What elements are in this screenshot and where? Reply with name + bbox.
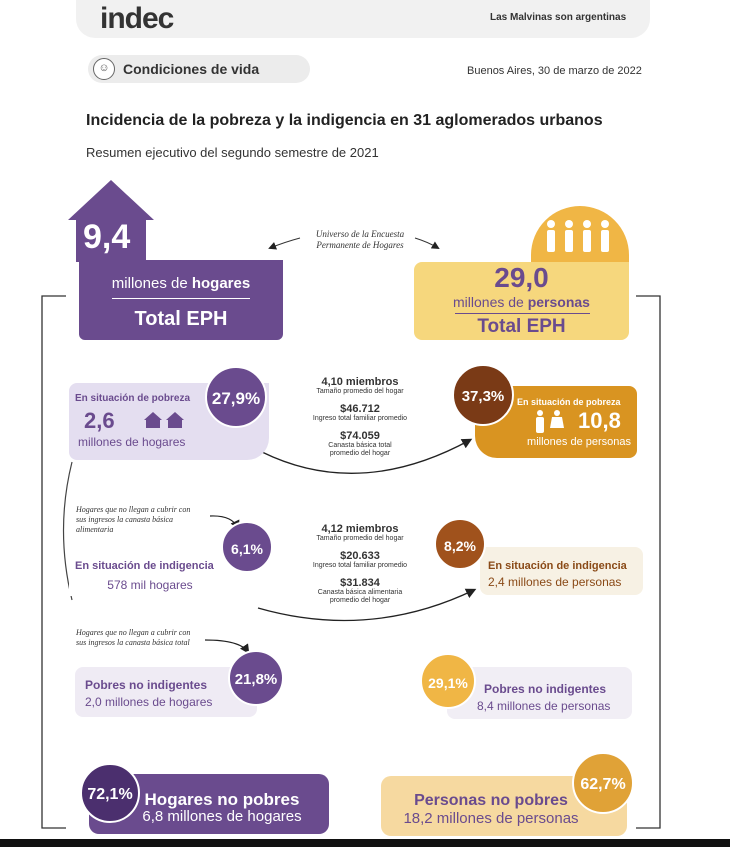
- no-pobres-personas-unit: 18,2 millones de personas: [403, 810, 579, 827]
- no-indigentes-note-line-2: sus ingresos la canasta básica total: [76, 638, 190, 647]
- no-indigentes-hogares-pct: 21,8%: [228, 650, 284, 706]
- indigencia-personas-unit: 2,4 millones de personas: [488, 575, 622, 589]
- no-indigentes-personas-label: Pobres no indigentes: [484, 682, 607, 696]
- indigencia-note: [76, 505, 226, 535]
- houses-icon: [144, 411, 186, 429]
- no-pobres-hogares-unit: 6,8 millones de hogares: [142, 808, 302, 825]
- personas-total-count: 29,0: [494, 262, 549, 293]
- indigencia-middle-stats: [285, 523, 435, 605]
- indigencia-members-caption: Tamaño promedio del hogar: [316, 535, 404, 542]
- people-icon: [531, 206, 629, 266]
- pobreza-personas-count: 10,8: [578, 408, 621, 433]
- hogares-total-label: Total EPH: [134, 308, 228, 330]
- indigencia-hogares-pct: 6,1%: [221, 521, 273, 573]
- pobreza-basket: $74.059: [340, 430, 380, 442]
- hogares-unit-bold: hogares: [191, 275, 251, 292]
- pobreza-income: $46.712: [340, 403, 380, 415]
- indigencia-basket-caption-1: Canasta básica alimentaria: [317, 589, 403, 596]
- indigencia-personas-pct: 8,2%: [434, 518, 486, 570]
- pobreza-basket-caption-2: promedio del hogar: [329, 450, 391, 457]
- slogan: Las Malvinas son argentinas: [490, 12, 627, 23]
- personas-total-unit: [414, 294, 629, 310]
- indigencia-note-line-2: sus ingresos la canasta básica: [76, 515, 174, 524]
- personas-total-label: Total EPH: [477, 316, 566, 337]
- indigencia-members: 4,12 miembros: [321, 523, 399, 535]
- universe-note-line-1: Universo de la Encuesta: [315, 229, 405, 239]
- no-pobres-hogares-label: Hogares no pobres: [144, 790, 300, 809]
- report-date: Buenos Aires, 30 de marzo de 2022: [467, 65, 642, 77]
- divider: [455, 313, 590, 314]
- pobreza-personas-unit: millones de personas: [527, 436, 631, 448]
- indigencia-personas-label: En situación de indigencia: [488, 560, 627, 572]
- universe-note-line-2: Permanente de Hogares: [316, 240, 404, 250]
- no-pobres-personas-label: Personas no pobres: [414, 792, 568, 809]
- indigencia-note-line-1: Hogares que no llegan a cubrir con: [76, 505, 191, 514]
- pobreza-middle-stats: [285, 376, 435, 458]
- indigencia-income-caption: Ingreso total familiar promedio: [312, 562, 408, 569]
- hogares-total-count: 9,4: [83, 218, 131, 256]
- hogares-unit-prefix: millones de: [111, 275, 192, 292]
- no-indigentes-hogares-unit: 2,0 millones de hogares: [85, 695, 213, 709]
- bottom-edge: [0, 839, 730, 847]
- personas-unit-prefix: millones de: [453, 294, 528, 310]
- personas-unit-bold: personas: [527, 294, 590, 310]
- indigencia-basket: $31.834: [340, 577, 380, 589]
- no-pobres-hogares-pct: 72,1%: [80, 763, 140, 823]
- no-indigentes-note-line-1: Hogares que no llegan a cubrir con: [76, 628, 191, 637]
- section-label: Condiciones de vida: [123, 61, 260, 77]
- divider: [112, 298, 250, 299]
- page-subtitle: Resumen ejecutivo del segundo semestre de 2021: [86, 145, 379, 160]
- pobreza-personas-label: En situación de pobreza: [517, 397, 621, 407]
- pobreza-members-caption: Tamaño promedio del hogar: [316, 388, 404, 395]
- pobreza-members: 4,10 miembros: [321, 376, 399, 388]
- family-icon: [533, 410, 569, 434]
- indigencia-basket-caption-2: promedio del hogar: [329, 597, 391, 604]
- pobreza-hogares-label: En situación de pobreza: [75, 393, 191, 404]
- no-indigentes-personas-pct: 29,1%: [420, 653, 476, 709]
- people-group-icon: ☺: [93, 58, 115, 80]
- indigencia-income: $20.633: [340, 550, 380, 562]
- hogares-total-unit: [79, 275, 283, 292]
- indigencia-hogares-label: En situación de indigencia: [75, 560, 214, 572]
- page-title: Incidencia de la pobreza y la indigencia en 31 aglomerados urbanos: [86, 112, 603, 129]
- pobreza-hogares-pct: 27,9%: [205, 366, 267, 428]
- no-indigentes-personas-unit: 8,4 millones de personas: [477, 699, 611, 713]
- no-pobres-personas-pct: 62,7%: [572, 752, 634, 814]
- no-indigentes-note: [76, 628, 226, 648]
- pobreza-income-caption: Ingreso total familiar promedio: [312, 415, 408, 422]
- no-indigentes-hogares-label: Pobres no indigentes: [85, 678, 208, 692]
- pobreza-hogares-count: 2,6: [84, 408, 115, 433]
- indigencia-hogares-unit: 578 mil hogares: [107, 578, 193, 592]
- pobreza-basket-caption-1: Canasta básica total: [328, 442, 392, 449]
- indigencia-note-line-3: alimentaria: [76, 525, 114, 534]
- indec-logo: indec: [100, 2, 174, 35]
- pobreza-hogares-unit: millones de hogares: [78, 435, 186, 449]
- universe-note: [300, 229, 420, 251]
- pobreza-personas-pct: 37,3%: [452, 364, 514, 426]
